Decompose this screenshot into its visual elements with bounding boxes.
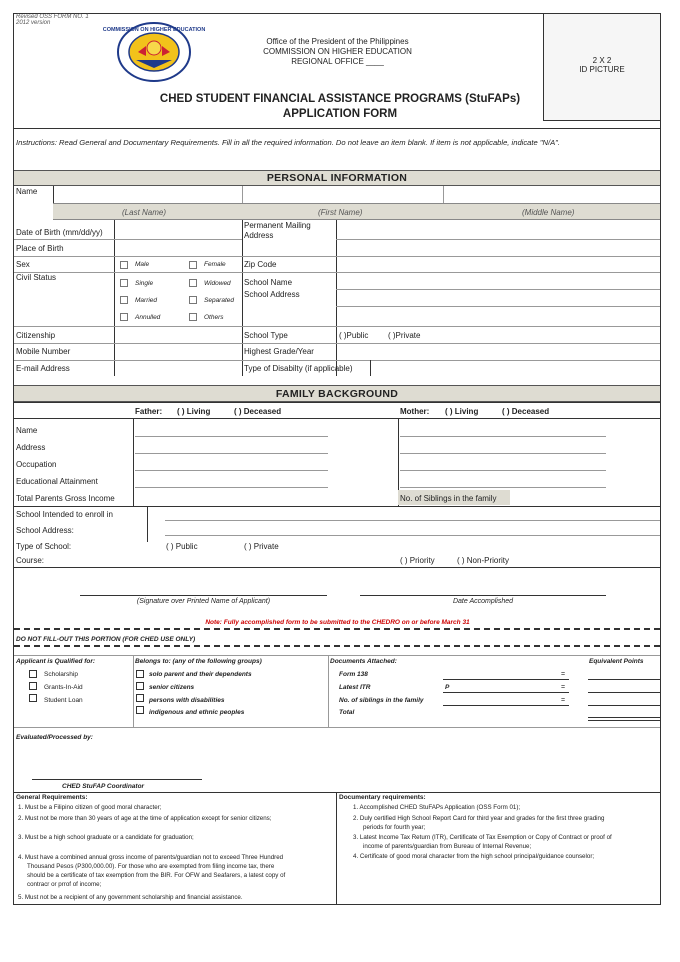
school-type-public[interactable]: ( )Public [339, 331, 369, 340]
form-version [16, 14, 89, 26]
instructions: Instructions: Read General and Documentary Requirements. Fill in all the required information. Do not leave an item blank. If item is not applicable, indicate "N/A". [16, 138, 560, 147]
ched-bottom-rule [14, 727, 660, 728]
points-line-total[interactable] [588, 717, 660, 718]
requirements-divider [336, 792, 337, 904]
requirements-top-rule [14, 792, 660, 793]
course-bottom-rule [14, 567, 660, 568]
signature-line[interactable] [80, 595, 327, 596]
itr-label: Latest ITR [339, 684, 371, 691]
last-name-caption: (Last Name) [122, 208, 167, 217]
form-title [100, 92, 580, 122]
name-label: Name [16, 187, 38, 196]
single-checkbox[interactable] [120, 279, 128, 287]
grid-h2 [14, 256, 242, 257]
general-req-2: 2. Must not be more than 30 years of age at the time of application except for senior citizens; [18, 815, 272, 822]
evaluated-label: Evaluated/Processed by: [16, 734, 93, 741]
mother-name-line[interactable] [400, 436, 606, 437]
siblings-line[interactable] [443, 705, 569, 706]
eq-sign-1: = [561, 671, 566, 678]
zip-label: Zip Code [244, 260, 277, 269]
form138-label: Form 138 [339, 671, 368, 678]
submission-note: Note: Fully accomplished form to be submitted to the CHEDRO on or before March 31 [205, 619, 470, 626]
itr-currency: P [445, 684, 450, 691]
solo-parent-checkbox[interactable] [136, 670, 144, 678]
date-line[interactable] [360, 595, 606, 596]
indigenous-label: indigenous and ethnic peoples [149, 709, 245, 716]
father-label: Father: [135, 407, 163, 416]
points-line-3[interactable] [588, 705, 660, 706]
general-req-5: 5. Must not be a recipient of any government scholarship and financial assistance. [18, 894, 243, 901]
ched-v1 [133, 655, 134, 727]
form-version-line2: 2012 version [16, 20, 51, 26]
senior-checkbox[interactable] [136, 682, 144, 690]
single-label: Single [135, 280, 154, 287]
grid-h2d [242, 256, 660, 257]
mailing-label [244, 221, 311, 241]
widowed-checkbox[interactable] [189, 279, 197, 287]
school-type-private[interactable]: ( )Private [388, 331, 421, 340]
grid-h6 [14, 326, 660, 327]
mother-address-line[interactable] [400, 453, 606, 454]
ched-seal-icon [102, 22, 206, 82]
dashed-cutline-2 [14, 645, 660, 647]
school-intended-line[interactable] [165, 520, 660, 521]
office-line1: Office of the President of the Philippines [266, 37, 409, 46]
email-label: E-mail Address [16, 364, 70, 373]
doc-req-2: 2. Duly certified High School Report Card for third year and grades for the first three grading [353, 815, 605, 822]
pob-input[interactable] [116, 240, 240, 255]
mother-occupation-line[interactable] [400, 470, 606, 471]
annulled-label: Annulled [135, 314, 161, 321]
documentary-requirements-heading: Documentary requirements: [339, 794, 426, 801]
disability-label: Type of Disabilty (if applicable) [244, 364, 353, 373]
dob-input[interactable] [116, 222, 240, 238]
intended-school-address-line[interactable] [165, 535, 660, 536]
father-education-line[interactable] [135, 487, 328, 488]
mailing-label-line2: Address [244, 231, 274, 240]
grants-label: Grants-In-Aid [44, 684, 83, 691]
dashed-cutline [14, 628, 660, 630]
school-name-label: School Name [244, 278, 293, 287]
pwd-label: persons with disabilities [149, 697, 225, 704]
pwd-checkbox[interactable] [136, 694, 144, 702]
intended-school-address-label: School Address: [16, 526, 74, 535]
non-priority-option[interactable]: ( ) Non-Priority [457, 556, 510, 565]
itr-line[interactable] [443, 692, 569, 693]
coordinator-label: CHED StuFAP Coordinator [62, 783, 145, 790]
siblings-label: No. of Siblings in the family [400, 494, 497, 503]
student-loan-label: Student Loan [44, 697, 83, 704]
female-label: Female [204, 261, 226, 268]
family-occupation-label: Occupation [16, 460, 57, 469]
doc-req-3: 3. Latest Income Tax Return (ITR), Certificate of Tax Exemption or Copy of Contract or proof of [353, 834, 612, 841]
general-req-3: 3. Must be a high school graduate or a candidate for graduation; [18, 834, 194, 841]
annulled-checkbox[interactable] [120, 313, 128, 321]
grid-v3 [336, 220, 337, 376]
first-name-input[interactable] [244, 187, 441, 202]
mailing-label-line1: Permanent Mailing [244, 221, 311, 230]
disability-input[interactable] [372, 362, 658, 375]
grid-h7 [14, 343, 660, 344]
last-name-input[interactable] [55, 187, 240, 202]
separated-label: Separated [204, 297, 234, 304]
grid-h8 [14, 360, 660, 361]
ched-use-heading: DO NOT FILL-OUT THIS PORTION (FOR CHED USE ONLY) [16, 636, 196, 643]
zip-input[interactable] [338, 258, 658, 271]
intended-private-option[interactable]: ( ) Private [244, 542, 279, 551]
male-label: Male [135, 261, 150, 268]
family-v1 [133, 418, 134, 506]
general-req-1: 1. Must be a Filipino citizen of good moral character; [18, 804, 162, 811]
total-label: Total [339, 709, 355, 716]
doc-req-4: 4. Certificate of good moral character from the high school principal/guidance counselor; [353, 853, 595, 860]
mobile-input[interactable] [116, 345, 240, 359]
office-block [230, 37, 445, 67]
points-line-2[interactable] [588, 692, 660, 693]
id-picture-line1: 2 X 2 [592, 56, 612, 65]
others-label: Others [204, 314, 224, 321]
pob-label: Place of Birth [16, 244, 64, 253]
family-bottom-rule [14, 506, 660, 507]
school-address-label: School Address [244, 290, 300, 299]
married-checkbox[interactable] [120, 296, 128, 304]
father-name-line[interactable] [135, 436, 328, 437]
citizenship-label: Citizenship [16, 331, 56, 340]
id-picture-line2: ID PICTURE [579, 65, 625, 74]
grid-v1 [114, 220, 115, 376]
scholarship-checkbox[interactable] [29, 670, 37, 678]
header-divider [14, 128, 660, 129]
equivalent-points-label: Equivalent Points [589, 658, 644, 665]
father-deceased-option[interactable]: ( ) Deceased [234, 407, 282, 416]
senior-label: senior citizens [149, 684, 195, 691]
mobile-label: Mobile Number [16, 347, 71, 356]
grants-checkbox[interactable] [29, 682, 37, 690]
school-name-input[interactable] [338, 274, 658, 288]
personal-info-header: PERSONAL INFORMATION [14, 170, 660, 186]
sex-label: Sex [16, 260, 30, 269]
general-requirements-heading: General Requirements: [16, 794, 88, 801]
general-req-4c: should be a certificate of tax exemption from the BIR. For OFW and Seafarers, a latest copy of [27, 872, 286, 879]
father-occupation-line[interactable] [135, 470, 328, 471]
signature-label: (Signature over Printed Name of Applicant) [136, 598, 271, 605]
points-line-1[interactable] [588, 679, 660, 680]
form138-line[interactable] [443, 679, 569, 680]
separated-checkbox[interactable] [189, 296, 197, 304]
others-checkbox[interactable] [189, 313, 197, 321]
course-label: Course: [16, 556, 45, 565]
title-line1: CHED STUDENT FINANCIAL ASSISTANCE PROGRAMS (StuFAPs) [159, 93, 521, 105]
male-checkbox[interactable] [120, 261, 128, 269]
priority-option[interactable]: ( ) Priority [400, 556, 435, 565]
father-living-option[interactable]: ( ) Living [177, 407, 211, 416]
middle-name-input[interactable] [445, 187, 658, 202]
svg-text:COMMISSION ON HIGHER EDUCATION: COMMISSION ON HIGHER EDUCATION [102, 27, 206, 33]
scholarship-label: Scholarship [44, 671, 78, 678]
points-line-total-2 [588, 720, 660, 721]
form-version-line1: Revised OSS FORM NO. 1 [16, 14, 89, 20]
belongs-label: Belongs to: (any of the following groups) [135, 658, 262, 665]
qualified-label: Applicant is Qualified for: [16, 658, 96, 665]
middle-name-caption: (Middle Name) [522, 208, 575, 217]
grid-v2 [242, 220, 243, 376]
mother-deceased-option[interactable]: ( ) Deceased [502, 407, 550, 416]
citizenship-input[interactable] [116, 328, 240, 342]
eq-sign-3: = [561, 697, 566, 704]
title-line2: APPLICATION FORM [282, 108, 398, 120]
coordinator-line[interactable] [32, 779, 202, 780]
family-top-rule [14, 402, 660, 403]
school-v1 [147, 506, 148, 542]
doc-req-2b: periods for fourth year; [363, 824, 426, 831]
general-req-4b: Thousand Pesos (P300,000.00). For those who are exempted from filing income tax, there [27, 863, 275, 870]
documents-label: Documents Attached: [330, 658, 397, 665]
mother-education-line[interactable] [400, 487, 606, 488]
widowed-label: Widowed [204, 280, 231, 287]
intended-school-type-label: Type of School: [16, 542, 72, 551]
highest-grade-input[interactable] [338, 345, 658, 359]
general-req-4: 4. Must have a combined annual gross income of parents/guardian not to exceed Three Hundred [18, 854, 284, 861]
doc-siblings-label: No. of siblings in the family [339, 697, 424, 704]
family-education-label: Educational Attainment [16, 477, 98, 486]
civil-status-label: Civil Status [16, 273, 57, 282]
grid-h3 [14, 272, 660, 273]
doc-req-1: 1. Accomplished CHED StuFAPs Application (OSS Form 01); [353, 804, 521, 811]
student-loan-checkbox[interactable] [29, 694, 37, 702]
doc-req-3b: income of parents/guardian from Bureau of Internal Revenue; [363, 843, 532, 850]
family-address-label: Address [16, 443, 46, 452]
date-label: Date Accomplished [452, 598, 514, 605]
general-req-4d: contracr or prrof of income; [27, 881, 102, 888]
ched-v2 [328, 655, 329, 727]
school-intended-label: School Intended to enroll in [16, 510, 113, 519]
family-income-label: Total Parents Gross Income [16, 494, 115, 503]
intended-public-option[interactable]: ( ) Public [166, 542, 198, 551]
school-type-label: School Type [244, 331, 288, 340]
married-label: Married [135, 297, 158, 304]
family-name-label: Name [16, 426, 38, 435]
disability-divider [370, 360, 371, 376]
grid-h4 [336, 289, 660, 290]
email-input[interactable] [116, 362, 240, 375]
dob-label: Date of Birth (mm/dd/yy) [16, 228, 103, 237]
grid-h1 [14, 239, 114, 240]
first-name-caption: (First Name) [318, 208, 363, 217]
eq-sign-2: = [561, 684, 566, 691]
indigenous-checkbox[interactable] [136, 706, 144, 714]
female-checkbox[interactable] [189, 261, 197, 269]
mother-label: Mother: [400, 407, 430, 416]
office-line2: COMMISSION ON HIGHER EDUCATION [263, 47, 412, 56]
mailing-address-input[interactable] [338, 222, 658, 255]
father-address-line[interactable] [135, 453, 328, 454]
family-background-header: FAMILY BACKGROUND [14, 385, 660, 402]
mother-living-option[interactable]: ( ) Living [445, 407, 479, 416]
solo-parent-label: solo parent and their dependents [149, 671, 252, 678]
highest-grade-label: Highest Grade/Year [244, 347, 314, 356]
school-address-input[interactable] [338, 291, 658, 325]
office-line3: REGIONAL OFFICE ____ [291, 57, 384, 66]
family-header-rule [14, 418, 660, 419]
ched-top-rule [14, 655, 660, 656]
